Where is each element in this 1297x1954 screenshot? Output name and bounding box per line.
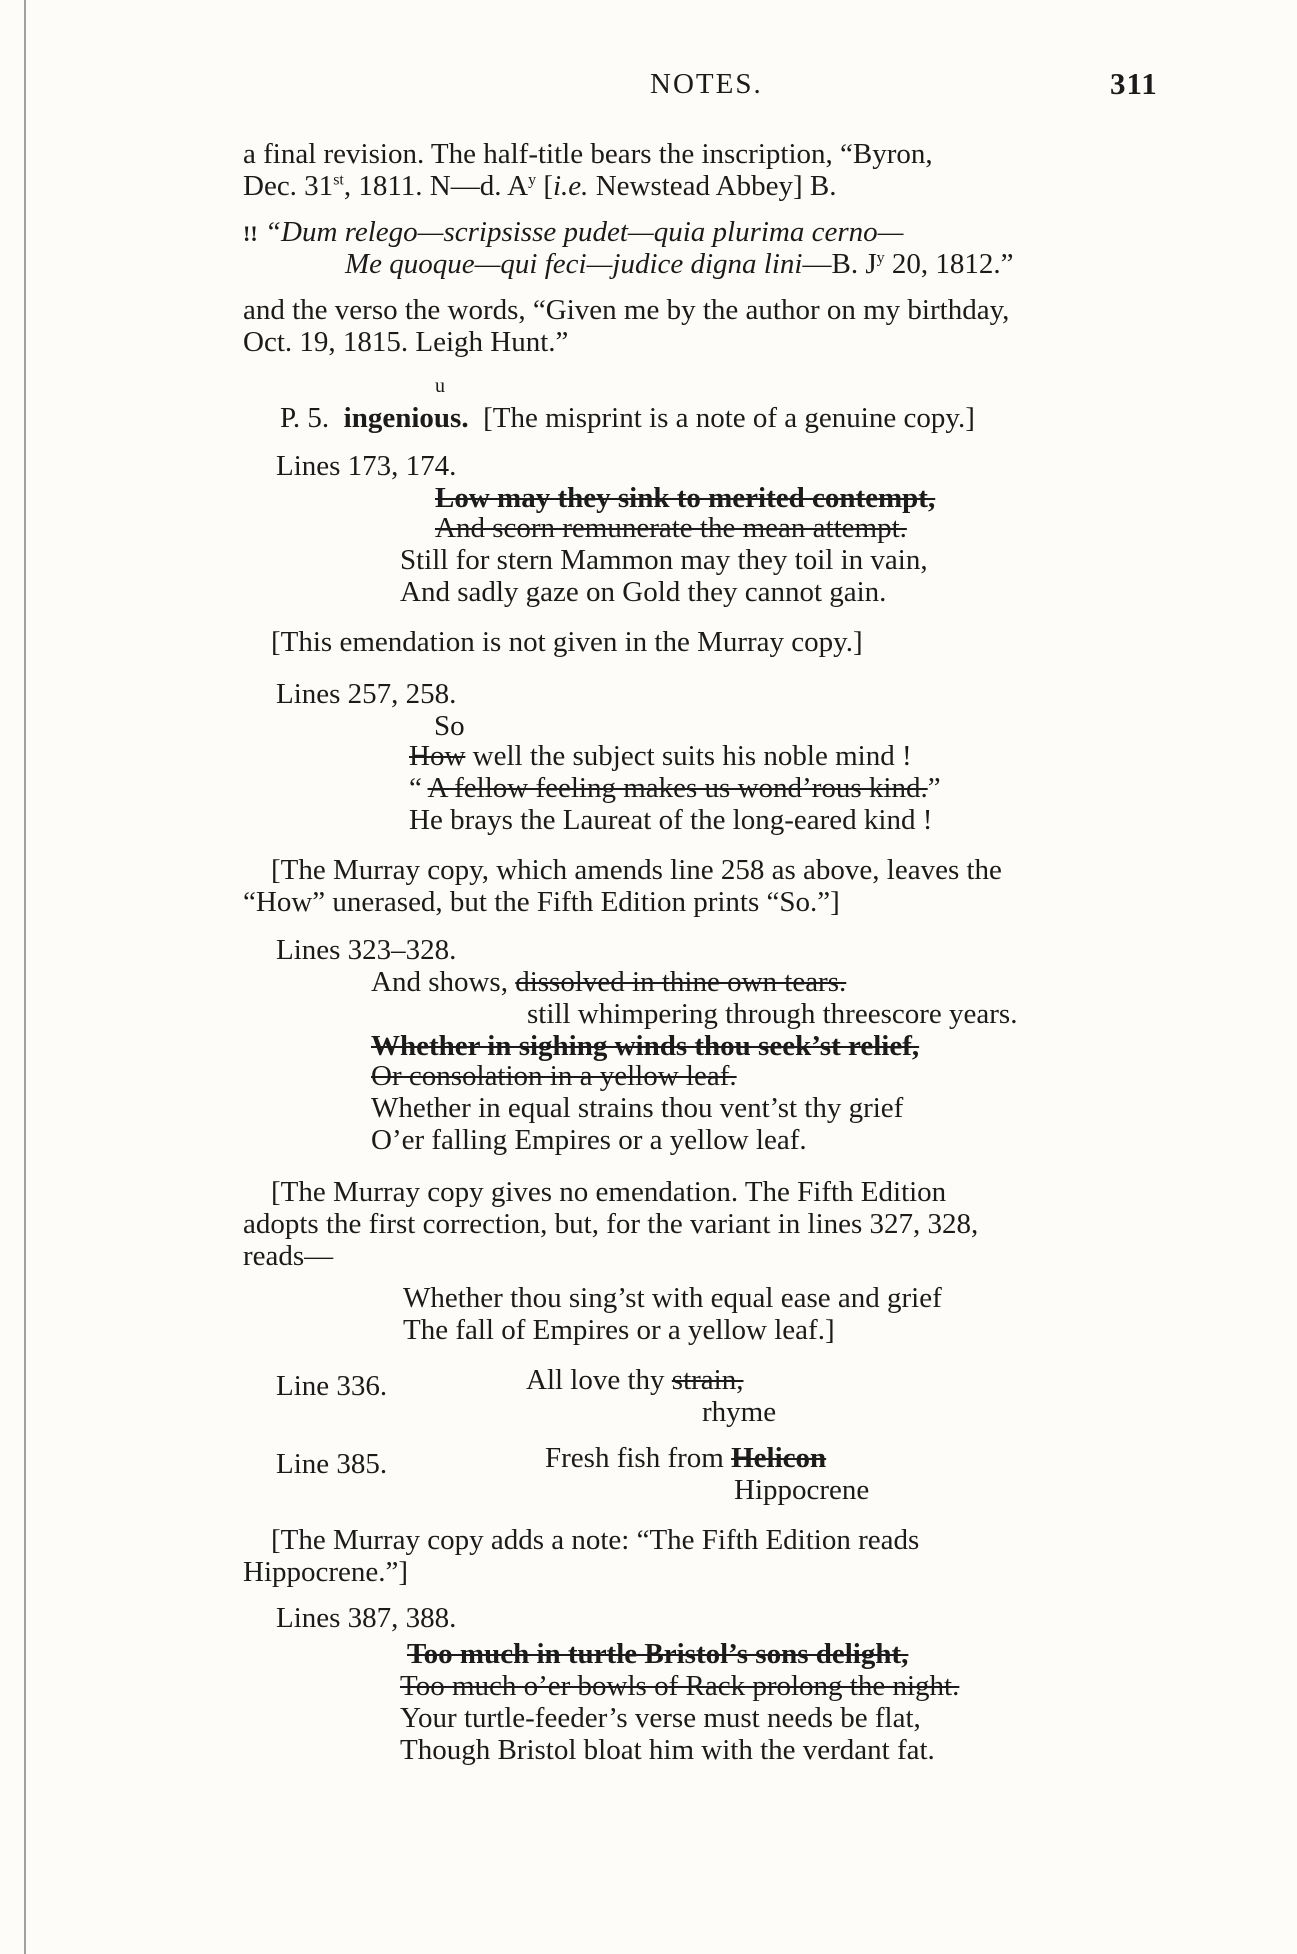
verse-line: He brays the Laureat of the long-eared kind ! xyxy=(409,804,933,836)
verse-line: Fresh fish from Helicon xyxy=(545,1442,827,1474)
verse-line: And shows, dissolved in thine own tears. xyxy=(371,966,847,998)
verse-line: Your turtle-feeder’s verse must needs be flat, xyxy=(400,1702,921,1734)
lines323-label: Lines 323–328. xyxy=(276,934,457,966)
line385-label: Line 385. xyxy=(276,1448,388,1480)
editorial-note: Hippocrene.”] xyxy=(243,1556,409,1588)
lines387-label: Lines 387, 388. xyxy=(276,1602,457,1634)
handwritten-insert-hippocrene: Hippocrene xyxy=(734,1474,870,1506)
verse-line: Whether thou sing’st with equal ease and grief xyxy=(403,1282,942,1314)
verse-line: And sadly gaze on Gold they cannot gain. xyxy=(400,576,887,608)
para1-line1: a final revision. The half-title bears the inscription, “Byron, xyxy=(243,138,933,170)
p5-line: P. 5. ingenious. [The misprint is a note of a genuine copy.] xyxy=(280,402,975,434)
editorial-note: adopts the first correction, but, for the variant in lines 327, 328, xyxy=(243,1208,979,1240)
editorial-note: [This emendation is not given in the Murray copy.] xyxy=(271,626,863,658)
line336-label: Line 336. xyxy=(276,1370,388,1402)
struck-line: Whether in sighing winds thou seek’st relief, xyxy=(371,1030,920,1062)
scan-edge xyxy=(24,0,26,1954)
lines173-label: Lines 173, 174. xyxy=(276,450,457,482)
para1-line2: Dec. 31st, 1811. N—d. $A^y$ [i.e. Newstead Abbey] B. xyxy=(243,170,837,202)
verse-line: How well the subject suits his noble mind ! xyxy=(409,740,912,772)
verse-line: Though Bristol bloat him with the verdant fat. xyxy=(400,1734,935,1766)
verse-line: “ A fellow feeling makes us wond’rous kind.” xyxy=(409,772,941,804)
para2-line2: Oct. 19, 1815. Leigh Hunt.” xyxy=(243,326,569,358)
struck-line: And scorn remunerate the mean attempt. xyxy=(435,512,907,544)
handwritten-insert-u: u xyxy=(435,375,445,397)
lines257-label: Lines 257, 258. xyxy=(276,678,457,710)
verse-line: O’er falling Empires or a yellow leaf. xyxy=(371,1124,807,1156)
struck-line: Too much o’er bowls of Rack prolong the night. xyxy=(400,1670,960,1702)
verse-line: Whether in equal strains thou vent’st thy grief xyxy=(371,1092,904,1124)
editorial-note: “How” unerased, but the Fifth Edition prints “So.”] xyxy=(243,886,840,918)
para2-line1: and the verso the words, “Given me by the author on my birthday, xyxy=(243,294,1010,326)
editorial-note: [The Murray copy, which amends line 258 as above, leaves the xyxy=(271,854,1002,886)
struck-line: Or consolation in a yellow leaf. xyxy=(371,1060,737,1092)
verse-line: still whimpering through threescore years. xyxy=(527,998,1018,1030)
struck-line: Low may they sink to merited contempt, xyxy=(435,482,936,514)
page-number: 311 xyxy=(1110,66,1158,101)
handwritten-insert-rhyme: rhyme xyxy=(702,1396,777,1428)
annotation-mark: !! xyxy=(243,221,258,246)
verse-line: All love thy strain, xyxy=(526,1364,744,1396)
editorial-note: [The Murray copy adds a note: “The Fifth Edition reads xyxy=(271,1524,920,1556)
running-head: NOTES. xyxy=(650,68,763,100)
struck-line: Too much in turtle Bristol’s sons delight, xyxy=(407,1638,909,1670)
verse-line: Still for stern Mammon may they toil in vain, xyxy=(400,544,928,576)
quote-line2: Me quoque—qui feci—judice digna lini—B. $J^y$ 20, 1812.” xyxy=(345,248,1014,280)
editorial-note: reads— xyxy=(243,1240,334,1272)
handwritten-insert-so: So xyxy=(434,710,465,742)
editorial-note: [The Murray copy gives no emendation. The Fifth Edition xyxy=(271,1176,947,1208)
verse-line: The fall of Empires or a yellow leaf.] xyxy=(403,1314,835,1346)
quote-line1: !! “Dum relego—scripsisse pudet—quia plurima cerno— xyxy=(243,216,904,248)
